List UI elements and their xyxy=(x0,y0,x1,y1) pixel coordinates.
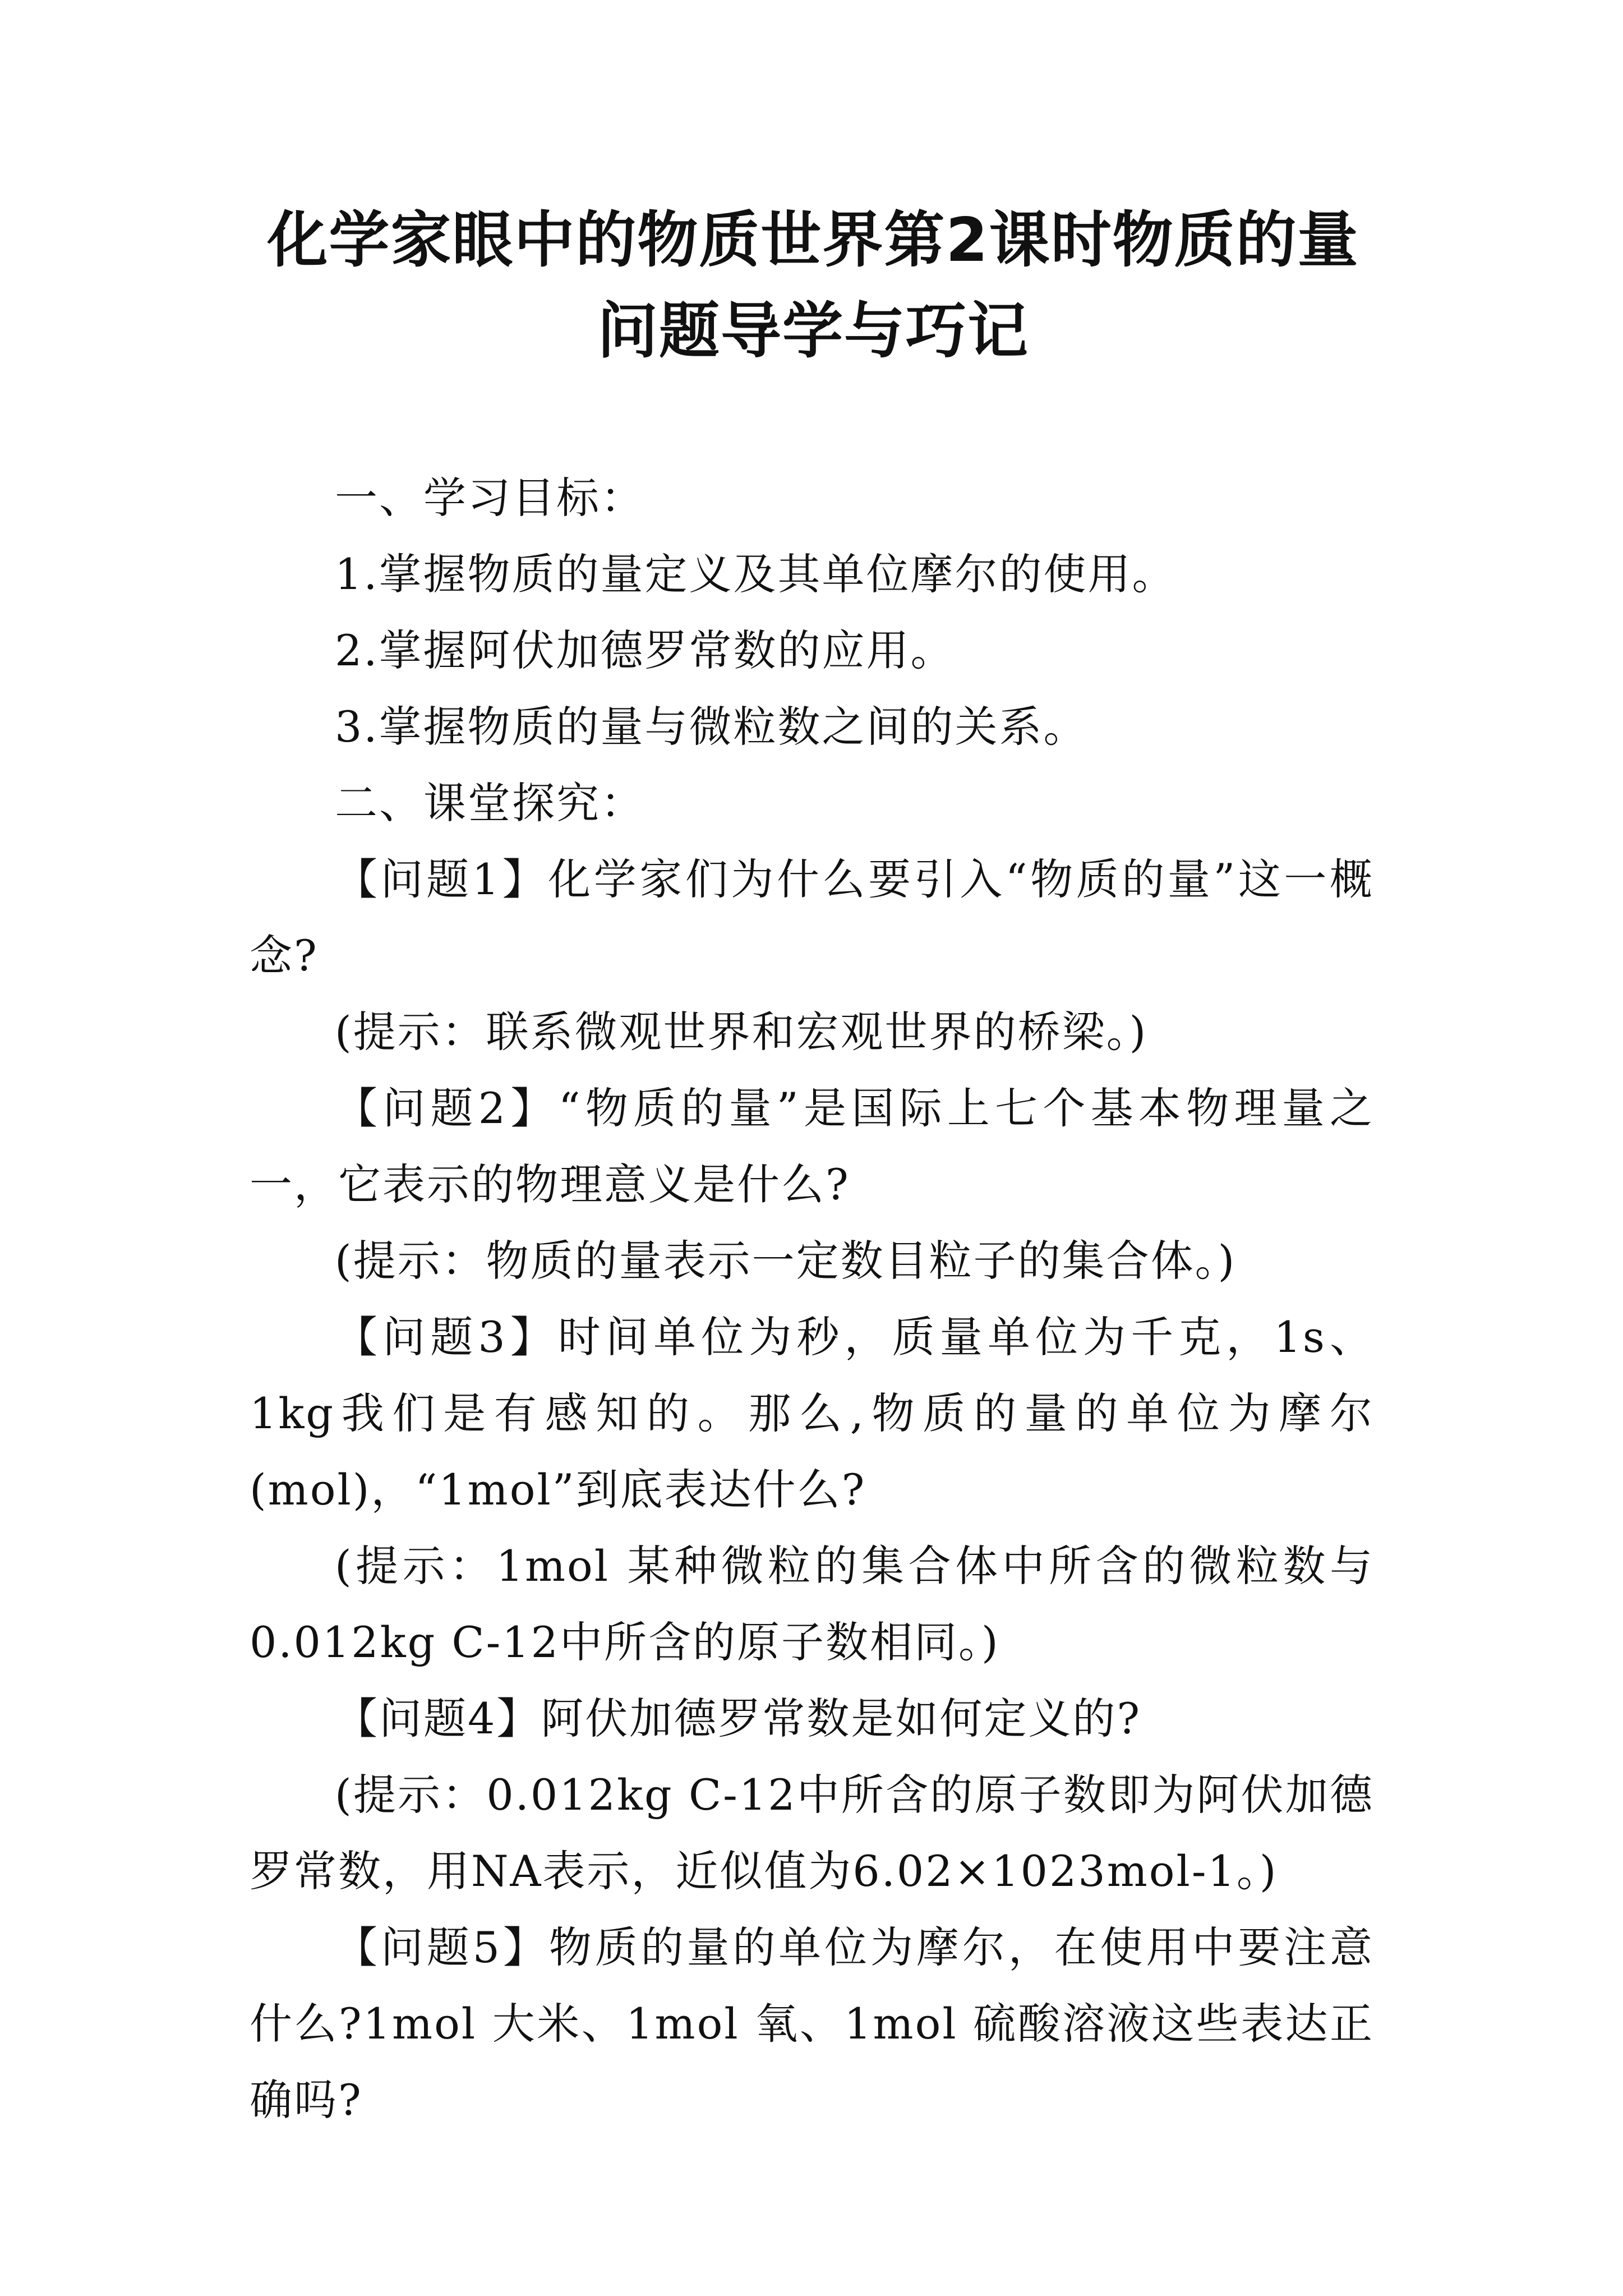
question-1: 【问题1】化学家们为什么要引入“物质的量”这一概念? xyxy=(250,854,1374,981)
question-3: 【问题3】时间单位为秒，质量单位为千克，1s、1kg我们是有感知的。那么,物质的量的单位为摩尔(mol)，“1mol”到底表达什么? xyxy=(250,1312,1374,1515)
section-heading-objectives: 一、学习目标： xyxy=(335,473,645,523)
hint-3: (提示：1mol 某种微粒的集合体中所含的微粒数与0.012kg C-12中所含的原子数相同。) xyxy=(250,1541,1374,1667)
objective-item-2: 2.掌握阿伏加德罗常数的应用。 xyxy=(335,625,955,675)
objective-item-3: 3.掌握物质的量与微粒数之间的关系。 xyxy=(335,702,1088,752)
objective-item-1: 1.掌握物质的量定义及其单位摩尔的使用。 xyxy=(335,549,1177,599)
question-4: 【问题4】阿伏加德罗常数是如何定义的? xyxy=(335,1694,1142,1743)
question-2: 【问题2】“物质的量”是国际上七个基本物理量之一，它表示的物理意义是什么? xyxy=(250,1083,1374,1209)
hint-4: (提示：0.012kg C-12中所含的原子数即为阿伏加德罗常数，用NA表示，近似值为6.02×1023mol-1。) xyxy=(250,1770,1374,1896)
section-heading-inquiry: 二、课堂探究： xyxy=(335,778,645,828)
document-title: 化学家眼中的物质世界第2课时物质的量问题导学与巧记 xyxy=(267,205,1359,366)
hint-1: (提示：联系微观世界和宏观世界的桥梁。) xyxy=(335,1007,1148,1057)
hint-2: (提示：物质的量表示一定数目粒子的集合体。) xyxy=(335,1236,1237,1286)
question-5: 【问题5】物质的量的单位为摩尔，在使用中要注意什么?1mol 大米、1mol 氧、1mol 硫酸溶液这些表达正确吗? xyxy=(250,1922,1374,2125)
document-body xyxy=(250,460,1374,2138)
